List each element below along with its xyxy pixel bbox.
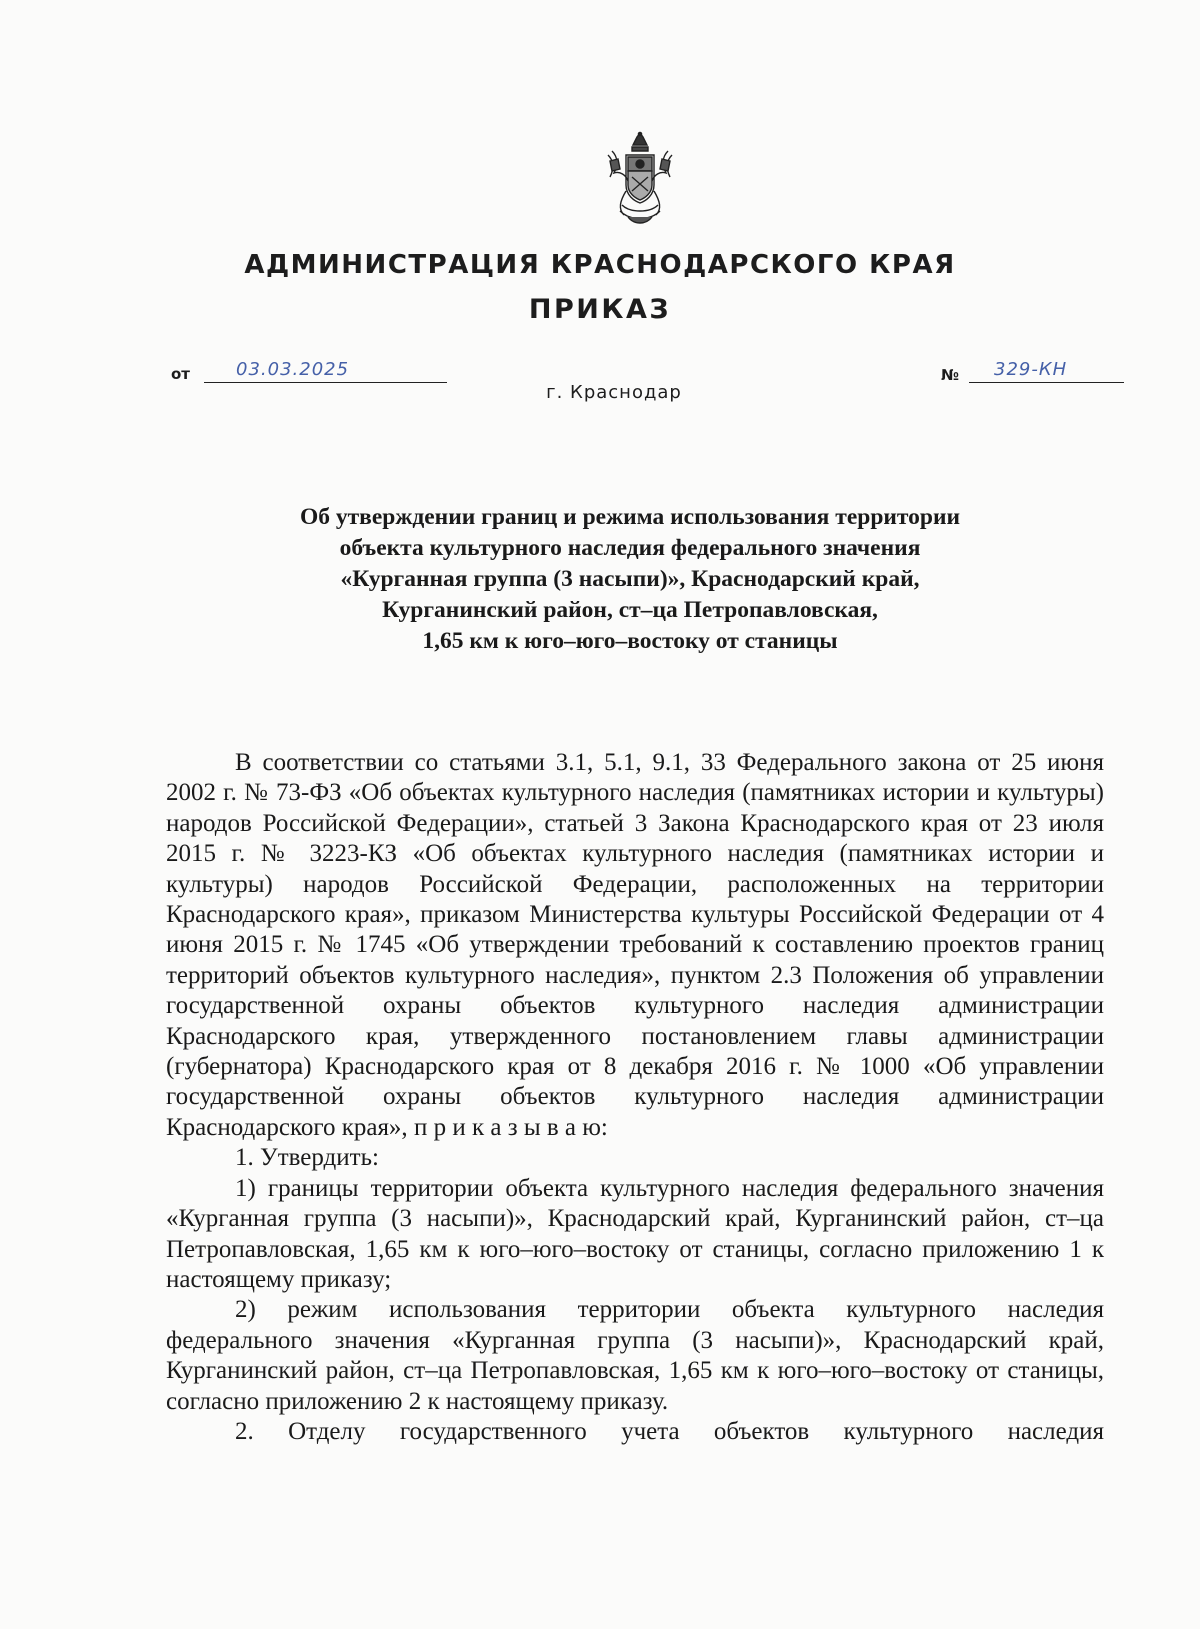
document-type: ПРИКАЗ <box>528 294 672 325</box>
order-word: п р и к а з ы в а ю: <box>413 1113 608 1141</box>
title-line: объекта культурного наследия федерального значения <box>339 535 921 561</box>
document-title <box>150 502 1110 657</box>
krasnodar-coat-of-arms-icon <box>604 131 676 231</box>
title-line: Курганинский район, ст–ца Петропавловская, <box>382 597 878 623</box>
number-label: № <box>941 366 960 384</box>
preamble-paragraph <box>166 748 1104 1143</box>
number-value: 329-КН <box>994 359 1068 380</box>
document-body <box>166 748 1104 1447</box>
title-line: 1,65 км к юго–юго–востоку от станицы <box>422 628 838 654</box>
city: г. Краснодар <box>546 382 682 403</box>
date-value: 03.03.2025 <box>236 359 350 380</box>
date-label: от <box>171 365 190 383</box>
title-line: Об утверждении границ и режима использования территории <box>299 504 961 530</box>
organization-name: АДМИНИСТРАЦИЯ КРАСНОДАРСКОГО КРАЯ <box>244 250 956 280</box>
preamble-text: В соответствии со статьями 3.1, 5.1, 9.1, 33 Федерального закона от 25 июня 2002 г. № 73-ФЗ «Об объектах культурного наследия (памятниках истории и культуры) народов Российской Федерации», статьей 3 Закона Краснодарского края от 23 июля 2015 г. № 3223-КЗ «Об объектах культурного наследия (памятниках истории и культуры) народов Российской Федерации, расположенных на территории Краснодарского края», приказом Министерства культуры Российской Федерации от 4 июня 2015 г. № 1745 «Об утверждении требований к составлению проектов границ территорий объектов культурного наследия», пунктом 2.3 Положения об управлении государственной охраны объектов культурного наследия администрации Краснодарского края, утвержденного постановлением главы администрации (губернатора) Краснодарского края от 8 декабря 2016 г. № 1000 «Об управлении государственной охраны объектов культурного наследия администрации Краснодарского края», <box>166 749 1104 1141</box>
item-2: 2. Отделу государственного учета объектов культурного наследия <box>235 1417 1104 1445</box>
title-line: «Курганная группа (3 насыпи)», Краснодарский край, <box>340 566 920 592</box>
item-1-1: 1) границы территории объекта культурного наследия федерального значения «Курганная группа (3 насыпи)», Краснодарский край, Курганинский район, ст–ца Петропавловская, 1,65 км к юго–юго–востоку от станицы, согласно приложению 1 к настоящему приказу; <box>166 1174 1104 1293</box>
item-1-2: 2) режим использования территории объекта культурного наследия федерального значения «Курганная группа (3 насыпи)», Краснодарский край, Курганинский район, ст–ца Петропавловская, 1,65 км к юго–юго–востоку от станицы, согласно приложению 2 к настоящему приказу. <box>166 1296 1104 1415</box>
item-1: 1. Утвердить: <box>235 1144 379 1172</box>
